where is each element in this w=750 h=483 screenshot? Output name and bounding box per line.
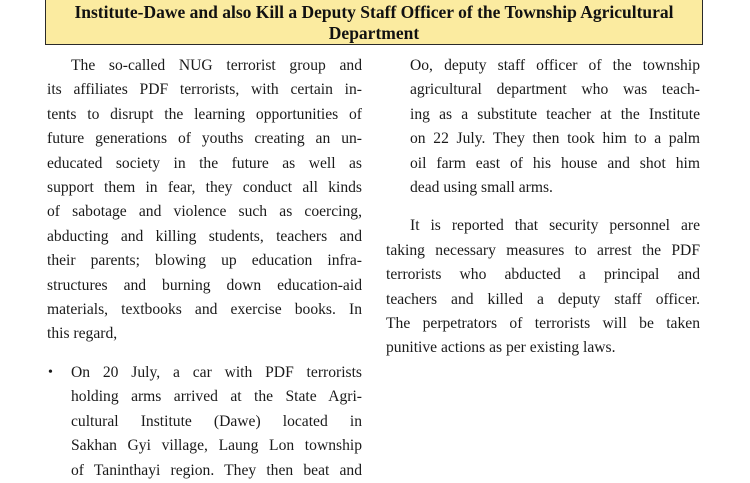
headline-box bbox=[45, 0, 703, 45]
intro-paragraph bbox=[47, 54, 362, 347]
intro-line: of sabotage and violence such as coercing, bbox=[47, 203, 362, 221]
intro-line: this regard, bbox=[47, 325, 118, 343]
closing-line: It is reported that security personnel are bbox=[410, 217, 700, 235]
bullet-list bbox=[47, 361, 362, 483]
closing-paragraph bbox=[386, 214, 700, 360]
left-column bbox=[47, 54, 362, 483]
right-column bbox=[386, 54, 700, 361]
intro-line: support them in fear, they conduct all kinds bbox=[47, 179, 362, 197]
intro-line: materials, textbooks and exercise books. In bbox=[47, 301, 362, 319]
intro-line: their parents; blowing up education infra- bbox=[47, 252, 362, 270]
continuation-line: on 22 July. They then took him to a palm bbox=[410, 130, 700, 148]
closing-line: terrorists who abducted a principal and bbox=[386, 266, 700, 284]
continuation-line: oil farm east of his house and shot him bbox=[410, 154, 700, 172]
closing-line: punitive actions as per existing laws. bbox=[386, 339, 616, 357]
bullet-line: Sakhan Gyi village, Laung Lon township bbox=[71, 437, 362, 455]
bullet-line: holding arms arrived at the State Agri- bbox=[71, 388, 362, 406]
closing-line: The perpetrators of terrorists will be taken bbox=[386, 315, 700, 333]
intro-line: tents to disrupt the learning opportunities of bbox=[47, 105, 362, 123]
headline-line-1: Institute-Dawe and also Kill a Deputy Staff Officer of the Township Agricultural bbox=[74, 2, 674, 22]
continuation-line: Oo, deputy staff officer of the township bbox=[410, 57, 700, 74]
intro-line: The so-called NUG terrorist group and bbox=[71, 57, 362, 74]
continuation-line: ing as a substitute teacher at the Institute bbox=[410, 105, 700, 123]
intro-line: its affiliates PDF terrorists, with certain in- bbox=[47, 81, 362, 99]
closing-line: taking necessary measures to arrest the PDF bbox=[386, 241, 700, 259]
list-item bbox=[47, 361, 362, 483]
intro-line: future generations of youths creating an un- bbox=[47, 130, 362, 148]
bullet-line: On 20 July, a car with PDF terrorists bbox=[71, 363, 362, 381]
headline-line-2: Department bbox=[328, 23, 420, 43]
continuation-line: agricultural department who was teach- bbox=[410, 81, 700, 99]
intro-line: educated society in the future as well as bbox=[47, 154, 362, 172]
bullet-line: cultural Institute (Dawe) located in bbox=[71, 412, 362, 430]
closing-line: teachers and killed a deputy staff officer. bbox=[386, 290, 700, 308]
bullet-line: of Taninthayi region. They then beat and bbox=[71, 461, 362, 479]
continuation-line: dead using small arms. bbox=[410, 179, 553, 197]
intro-line: abducting and killing students, teachers and bbox=[47, 227, 362, 245]
bullet-icon: • bbox=[48, 364, 53, 380]
intro-line: structures and burning down education-aid bbox=[47, 276, 362, 294]
continuation-paragraph bbox=[386, 54, 700, 200]
